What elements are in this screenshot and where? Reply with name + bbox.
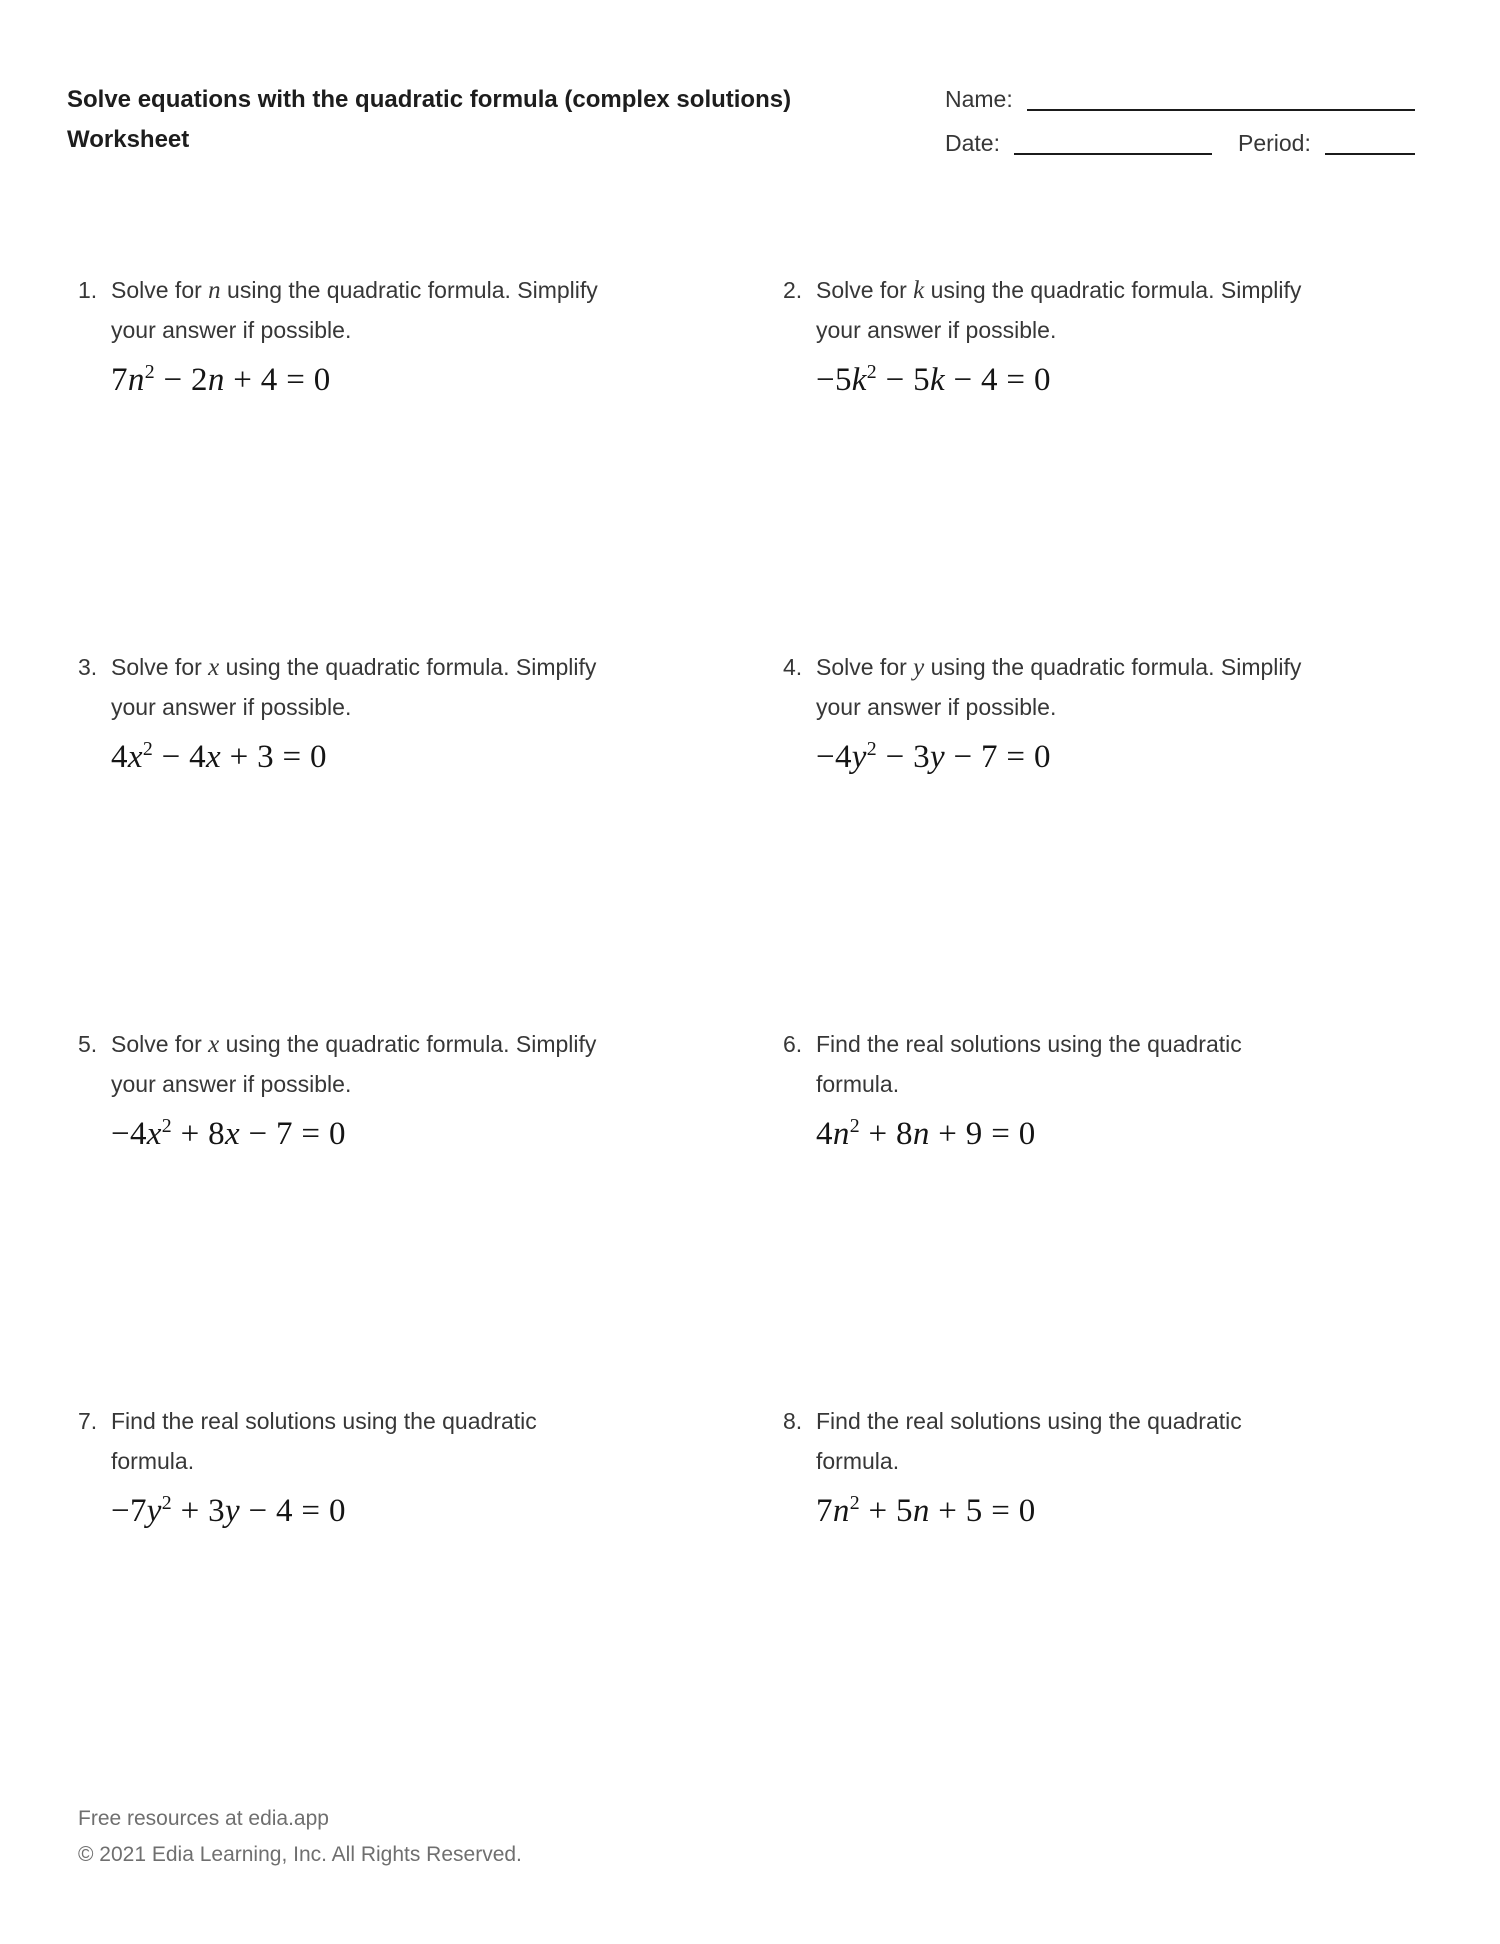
text-run: Solve for [111,277,209,303]
worksheet-title [67,80,791,160]
math-variable: n [207,362,225,398]
math-variable: k [851,362,867,398]
math-number: 7 [111,362,128,398]
text-run: Solve for [816,277,914,303]
problems-grid [78,270,1435,1778]
problem [78,270,783,647]
math-number: −5 [816,362,852,398]
math-superscript: 2 [866,361,877,383]
problem-prompt [111,1401,783,1481]
math-number: 4 [111,739,128,775]
prompt-line [111,310,783,350]
math-number: −4 [111,1116,147,1152]
text-run: using the quadratic formula. Simplify [220,277,598,303]
math-variable: y [146,1493,162,1529]
prompt-line [111,687,783,727]
math-variable: x [127,739,143,775]
math-superscript: 2 [866,738,877,760]
problem-equation [111,1116,783,1153]
prompt-line [816,647,1435,687]
math-number: − 4 [153,739,206,775]
prompt-line [111,1401,783,1441]
prompt-line [816,270,1435,310]
date-label: Date: [945,130,1000,156]
problem-number: 2. [783,277,803,303]
text-run: Solve for [816,654,914,680]
math-number: −4 [816,739,852,775]
math-number: + 3 [172,1493,225,1529]
problem [783,270,1435,647]
name-label: Name: [945,86,1013,112]
problem-number: 6. [783,1031,803,1057]
math-superscript: 2 [161,1492,172,1514]
text-run: Solve for [111,1031,209,1057]
text-run: using the quadratic formula. Simplify [219,654,597,680]
date-blank-line [1014,129,1212,155]
problem-equation [816,1493,1435,1530]
problem-body [111,270,783,399]
math-superscript: 2 [144,361,155,383]
text-run: your answer if possible. [111,317,352,343]
math-number: − 2 [154,362,208,398]
math-variable: x [208,1031,220,1058]
math-variable: n [832,1116,850,1152]
footer-copyright-text: © 2021 Edia Learning, Inc. All Rights Reserved. [78,1843,522,1866]
problem [783,647,1435,1024]
period-blank-line [1325,129,1415,155]
math-variable: n [832,1493,850,1529]
text-run: Find the real solutions using the quadratic [816,1408,1242,1434]
problem-body [111,1401,783,1530]
math-number: + 5 = 0 [929,1493,1036,1529]
text-run: your answer if possible. [816,317,1057,343]
text-run: using the quadratic formula. Simplify [924,277,1302,303]
text-run: using the quadratic formula. Simplify [219,1031,597,1057]
prompt-line [816,687,1435,727]
problem-body [816,270,1435,399]
name-field-row [945,82,1415,114]
page-footer [78,1801,522,1873]
problem [783,1024,1435,1401]
problem-body [111,1024,783,1153]
problem [78,1024,783,1401]
math-number: + 4 = 0 [224,362,331,398]
problem-prompt [111,647,783,727]
prompt-line [111,1441,783,1481]
student-fields [945,80,1415,170]
math-variable: x [208,654,220,681]
math-number: − 4 = 0 [239,1493,346,1529]
problem-prompt [816,1024,1435,1104]
math-number: − 4 = 0 [944,362,1051,398]
text-run: using the quadratic formula. Simplify [924,654,1302,680]
problem-equation [816,739,1435,776]
math-variable: n [127,362,145,398]
math-number: + 8 [172,1116,225,1152]
text-run: your answer if possible. [111,1071,352,1097]
math-variable: n [912,1116,930,1152]
problem-body [816,647,1435,776]
prompt-line [111,1024,783,1064]
date-period-field-row [945,126,1415,158]
math-superscript: 2 [849,1115,860,1137]
math-number: + 5 [859,1493,913,1529]
math-variable: y [224,1493,240,1529]
problem [78,647,783,1024]
prompt-line [816,1441,1435,1481]
prompt-line [816,310,1435,350]
problem-number: 3. [78,654,98,680]
math-variable: n [912,1493,930,1529]
worksheet-header [67,80,1415,170]
problem-number: 7. [78,1408,98,1434]
math-variable: x [224,1116,240,1152]
math-superscript: 2 [161,1115,172,1137]
math-variable: n [208,277,221,304]
problem-body [816,1024,1435,1153]
text-run: your answer if possible. [111,694,352,720]
text-run: your answer if possible. [816,694,1057,720]
prompt-line [816,1064,1435,1104]
problem-equation [816,1116,1435,1153]
math-superscript: 2 [849,1492,860,1514]
math-number: 4 [816,1116,833,1152]
math-number: − 5 [877,362,930,398]
problem-prompt [111,1024,783,1104]
text-run: Solve for [111,654,209,680]
math-number: −7 [111,1493,147,1529]
math-variable: k [929,362,945,398]
problem-number: 8. [783,1408,803,1434]
problem [783,1401,1435,1778]
prompt-line [816,1024,1435,1064]
math-number: − 7 = 0 [944,739,1051,775]
text-run: formula. [816,1071,900,1097]
problem [78,1401,783,1778]
problem-prompt [816,270,1435,350]
math-variable: y [929,739,945,775]
text-run: Find the real solutions using the quadratic [816,1031,1242,1057]
prompt-line [111,647,783,687]
footer-resources-text: Free resources at edia.app [78,1807,329,1830]
problem-body [111,647,783,776]
math-number: + 8 [859,1116,913,1152]
math-variable: x [146,1116,162,1152]
prompt-line [111,1064,783,1104]
math-variable: y [913,654,925,681]
problem-equation [111,1493,783,1530]
math-number: + 9 = 0 [929,1116,1036,1152]
problem-equation [111,362,783,399]
problem-equation [816,362,1435,399]
text-run: formula. [111,1448,195,1474]
math-variable: x [206,739,221,775]
math-number: 7 [816,1493,833,1529]
problem-equation [111,739,783,776]
problem-prompt [111,270,783,350]
problem-number: 4. [783,654,803,680]
problem-prompt [816,647,1435,727]
math-variable: k [913,277,925,304]
problem-number: 1. [78,277,98,303]
problem-number: 5. [78,1031,98,1057]
period-label: Period: [1237,130,1311,156]
problem-prompt [816,1401,1435,1481]
text-run: Find the real solutions using the quadratic [111,1408,537,1434]
math-number: + 3 = 0 [220,739,327,775]
problem-body [816,1401,1435,1530]
math-number: − 7 = 0 [239,1116,346,1152]
name-blank-line [1027,85,1415,111]
title-line-2: Worksheet [67,126,190,153]
text-run: formula. [816,1448,900,1474]
prompt-line [816,1401,1435,1441]
title-line-1: Solve equations with the quadratic formula (complex solutions) [67,86,792,113]
math-number: − 3 [877,739,930,775]
prompt-line [111,270,783,310]
math-superscript: 2 [142,738,154,760]
math-variable: y [851,739,867,775]
